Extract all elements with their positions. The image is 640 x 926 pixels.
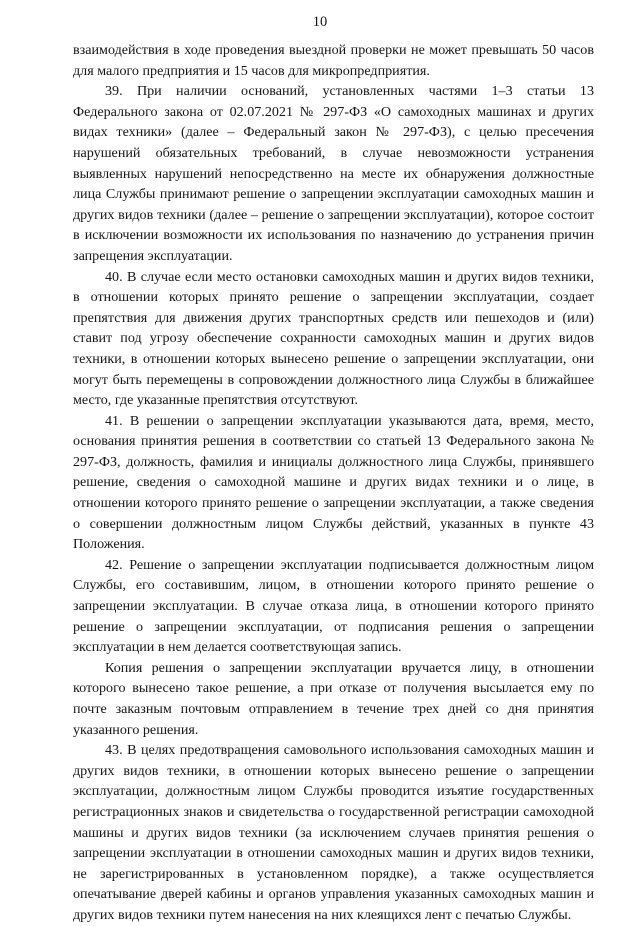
paragraph-40: 40. В случае если место остановки самоходных машин и других видов техники, в отношении которых принято решение о запрещении эксплуатации, создает препятствия для движения других транспортных средств или пешеходов и (или) ставит под угрозу обеспечение сохранности самоходных машин и других видов техники, в отношении которых вынесено решение о запрещении эксплуатации, они могут быть перемещены в сопровождении должностного лица Службы в ближайшее место, где указанные препятствия отсутствуют. <box>73 268 594 409</box>
paragraph-41: 41. В решении о запрещении эксплуатации указываются дата, время, место, основания принятия решения в соответствии со статьей 13 Федерального закона № 297-ФЗ, должность, фамилия и инициалы должностного лица Службы, принявшего решение, сведения о самоходной машине и других видах техники и о лице, в отношении которого принято решение о запрещении эксплуатации, а также сведения о совершении должностным лицом Службы действий, указанных в пункте 43 Положения. <box>73 412 594 553</box>
paragraph-42-copy: Копия решения о запрещении эксплуатации вручается лицу, в отношении которого вынесено такое решение, а при отказе от получения высылается ему по почте заказным почтовым отправлением в течение трех дней со дня принятия указанного решения. <box>73 659 594 738</box>
paragraph-42: 42. Решение о запрещении эксплуатации подписывается должностным лицом Службы, его составившим, лицом, в отношении которого принято решение о запрещении эксплуатации. В случае отказа лица, в отношении которого принято решение о запрещении эксплуатации, от подписания решения о запрещении эксплуатации в нем делается соответствующая запись. <box>73 556 594 656</box>
paragraph-39: 39. При наличии оснований, установленных частями 1–3 статьи 13 Федерального закона от 02.07.2021 № 297-ФЗ «О самоходных машинах и других видах техники» (далее – Федеральный закон № 297-ФЗ), с целью пресечения нарушений обязательных требований, в случае невозможности устранения выявленных нарушений непосредственно на месте их обнаружения должностные лица Службы принимают решение о запрещении эксплуатации самоходных машин и других видов техники (далее – решение о запрещении эксплуатации), которое состоит в исключении возможности их использования по назначению до устранения причин запрещения эксплуатации. <box>73 83 594 264</box>
paragraph-continuation: взаимодействия в ходе проведения выездной проверки не может превышать 50 часов для малого предприятия и 15 часов для микропредприятия. <box>73 42 594 79</box>
page-number: 10 <box>312 14 328 30</box>
paragraph-43: 43. В целях предотвращения самовольного использования самоходных машин и других видов техники, в отношении которых вынесено решение о запрещении эксплуатации, должностным лицом Службы проводится изъятие государственных регистрационных знаков и свидетельства о государственной регистрации самоходной машины и других видов техники (за исключением случаев принятия решения о запрещении эксплуатации в отношении самоходных машин и других видов техники, не зарегистрированных в установленном порядке), а также осуществляется опечатывание дверей кабины и органов управления указанных самоходных машин и других видов техники путем нанесения на них клеящихся лент с печатью Службы. <box>73 742 594 923</box>
document-body <box>73 40 594 926</box>
